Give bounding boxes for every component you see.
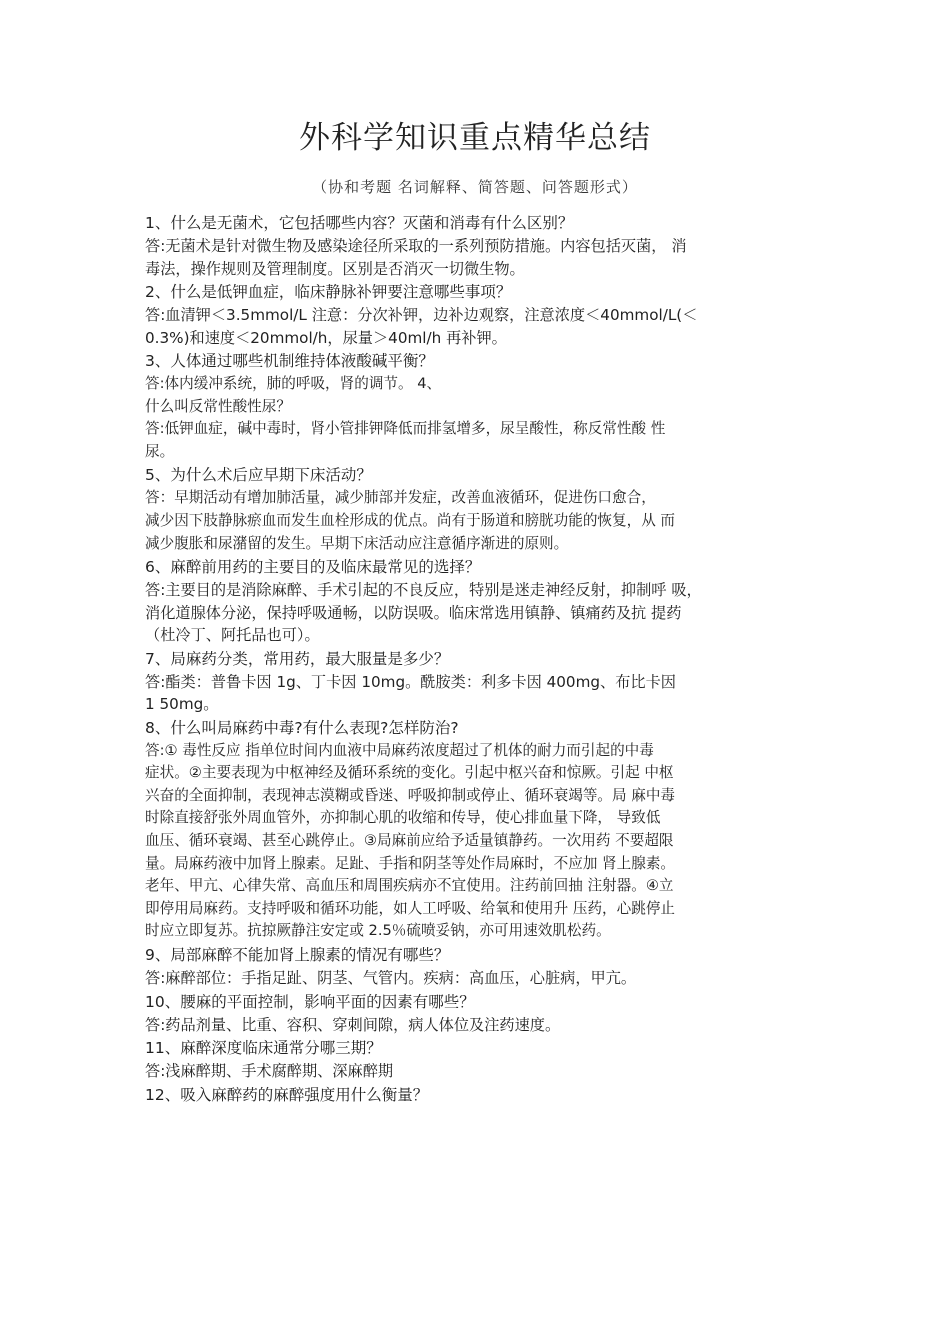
- answer-line: 答:① 毒性反应 指单位时间内血液中局麻药浓度超过了机体的耐力而引起的中毒: [145, 741, 654, 759]
- answer-line: 答:药品剂量、比重、容积、穿刺间隙，病人体位及注药速度。: [145, 1015, 561, 1034]
- answer-7: [145, 671, 845, 716]
- answer-line: 减少腹胀和尿潴留的发生。早期下床活动应注意循序渐进的原则。: [145, 534, 569, 552]
- answer-line: 消化道腺体分泌，保持呼吸通畅，以防误吸。临床常选用镇静、镇痛药及抗 提药: [145, 603, 682, 622]
- question-12: 12、吸入麻醉药的麻醉强度用什么衡量？: [145, 1085, 429, 1104]
- question-8: 8、什么叫局麻药中毒?有什么表现?怎样防治?: [145, 718, 459, 737]
- answer-6: [145, 579, 845, 647]
- answer-3: [145, 373, 845, 463]
- answer-line: 老年、甲亢、心律失常、高血压和周围疾病亦不宜使用。注药前回抽 注射器。④立: [145, 877, 674, 895]
- answer-line: 症状。②主要表现为中枢神经及循环系统的变化。引起中枢兴奋和惊厥。引起 中枢: [145, 764, 674, 782]
- answer-10: [145, 1014, 845, 1037]
- answer-line: 减少因下肢静脉瘀血而发生血栓形成的优点。尚有于肠道和膀胱功能的恢复，从 而: [145, 511, 676, 529]
- document-body: [145, 212, 845, 1107]
- answer-line: 答:酯类：普鲁卡因 1g、丁卡因 10mg。酰胺类：利多卡因 400mg、布比卡因: [145, 672, 676, 691]
- answer-line: 血压、循环衰竭、甚至心跳停止。③局麻前应给予适量镇静药。一次用药 不要超限: [145, 832, 674, 850]
- answer-line: 量。局麻药液中加肾上腺素。足趾、手指和阴茎等处作局麻时，不应加 肾上腺素。: [145, 854, 676, 872]
- answer-line: 尿。: [145, 442, 175, 460]
- question-7: 7、局麻药分类，常用药，最大服量是多少？: [145, 649, 450, 668]
- question-3: 3、人体通过哪些机制维持体液酸碱平衡？: [145, 352, 434, 370]
- answer-line: 答:浅麻醉期、手术腐醉期、深麻醉期: [145, 1062, 394, 1080]
- question-1: 1、什么是无菌术，它包括哪些内容？灭菌和消毒有什么区别？: [145, 214, 574, 232]
- answer-line: 即停用局麻药。支持呼吸和循环功能，如人工呼吸、给氧和使用升 压药，心跳停止: [145, 899, 676, 917]
- answer-11: [145, 1060, 845, 1083]
- answer-line: 答:低钾血症，碱中毒时，肾小管排钾降低而排氢增多，尿呈酸性，称反常性酸 性: [145, 420, 666, 438]
- document-subtitle: （协和考题 名词解释、简答题、问答题形式）: [312, 178, 638, 196]
- answer-line: 兴奋的全面抑制，表现神志漠糊或昏迷、呼吸抑制或停止、循环衰竭等。局 麻中毒: [145, 786, 676, 804]
- answer-line: 1 50mg。: [145, 695, 219, 714]
- document-title: 外科学知识重点精华总结: [299, 120, 651, 156]
- answer-line: 答:体内缓冲系统，肺的呼吸，肾的调节。 4、: [145, 375, 442, 392]
- answer-line: （杜冷丁、阿托品也可）。: [145, 626, 320, 645]
- answer-2: [145, 304, 845, 349]
- answer-line: 答：早期活动有增加肺活量，减少肺部并发症，改善血液循环，促进伤口愈合，: [145, 489, 656, 507]
- answer-line: 答:主要目的是消除麻醉、手术引起的不良反应，特别是迷走神经反射，抑制呼 吸，: [145, 581, 702, 600]
- answer-line: 答:血清钾＜3.5mmol/L 注意：分次补钾，边补边观察，注意浓度＜40mmol/L(＜: [145, 306, 698, 324]
- answer-line: 答:麻醉部位：手指足趾、阴茎、气管内。疾病：高血压，心脏病，甲亢。: [145, 969, 637, 987]
- answer-1: [145, 235, 845, 280]
- answer-line: 0.3%)和速度＜20mmol/h，尿量＞40ml/h 再补钾。: [145, 328, 507, 347]
- answer-line: 时应立即复苏。抗掠厥静注安定或 2.5％硫喷妥钠，亦可用速效肌松药。: [145, 922, 611, 940]
- answer-line: 答:无菌术是针对微生物及感染途径所采取的一系列预防措施。内容包括灭菌， 消: [145, 237, 687, 255]
- answer-line: 什么叫反常性酸性尿？: [145, 397, 291, 415]
- question-9: 9、局部麻醉不能加肾上腺素的情况有哪些？: [145, 946, 450, 964]
- question-10: 10、腰麻的平面控制，影响平面的因素有哪些？: [145, 992, 475, 1011]
- question-6: 6、麻醉前用药的主要目的及临床最常见的选择？: [145, 558, 481, 577]
- question-11: 11、麻醉深度临床通常分哪三期？: [145, 1039, 382, 1057]
- question-5: 5、为什么术后应早期下床活动？: [145, 466, 372, 485]
- question-2: 2、什么是低钾血症，临床静脉补钾要注意哪些事项？: [145, 283, 512, 301]
- answer-line: 时除直接舒张外周血管外，亦抑制心肌的收缩和传导，使心排血量下降， 导致低: [145, 809, 661, 827]
- answer-8: [145, 740, 845, 943]
- answer-9: [145, 967, 845, 990]
- answer-line: 毒法，操作规则及管理制度。区别是否消灭一切微生物。: [145, 259, 525, 278]
- answer-5: [145, 487, 845, 555]
